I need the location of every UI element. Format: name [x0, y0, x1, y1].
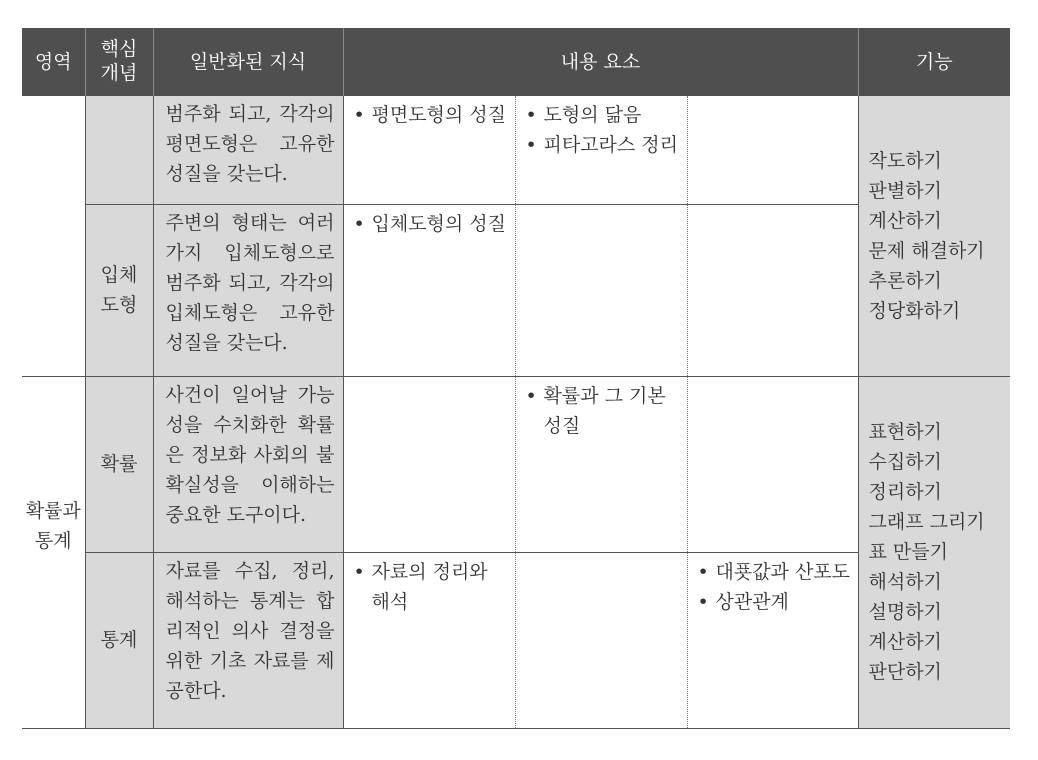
- function-cell-geometry: [858, 96, 1010, 376]
- bullet-icon: •: [525, 134, 537, 156]
- list-item: [698, 587, 852, 617]
- content-cell: [687, 376, 858, 552]
- content-element: 확률과 그 기본 성질: [543, 384, 666, 437]
- function-item: 계산하기: [868, 631, 942, 653]
- content-cell: [515, 376, 687, 552]
- function-item: 판단하기: [868, 661, 942, 683]
- knowledge-text: 주변의 형태는 여러 가지 입체도형으로 범주화 되고, 각각의 입체도형은 고유한 성질을 갖는다.: [165, 211, 335, 354]
- content-list: [526, 381, 681, 441]
- list-item: [526, 130, 681, 160]
- content-cell: [515, 96, 687, 204]
- content-cell: [343, 552, 515, 728]
- content-element: 입체도형의 성질: [371, 212, 507, 235]
- content-cell: [343, 204, 515, 376]
- content-element: 상관관계: [715, 590, 789, 613]
- bullet-icon: •: [525, 384, 537, 407]
- area-label-line: 통계: [34, 529, 72, 552]
- content-cell: [343, 376, 515, 552]
- function-item: 수집하기: [868, 451, 942, 473]
- table-row: [22, 96, 1010, 204]
- bullet-icon: •: [697, 560, 709, 583]
- area-label-line: 확률과: [25, 499, 81, 522]
- content-cell: [687, 96, 858, 204]
- knowledge-text: 범주화 되고, 각각의 평면도형은 고유한 성질을 갖는다.: [165, 103, 335, 185]
- list-item: [354, 209, 509, 239]
- function-item: 정당화하기: [868, 299, 961, 322]
- content-list: [526, 100, 681, 160]
- bullet-icon: •: [353, 212, 365, 235]
- content-list: [354, 209, 509, 239]
- header-concept-line1: 핵심: [100, 37, 138, 60]
- list-item: [354, 100, 509, 130]
- knowledge-cell: [153, 96, 343, 204]
- content-cell: [515, 204, 687, 376]
- function-item: 계산하기: [868, 209, 942, 232]
- bullet-icon: •: [697, 590, 709, 613]
- knowledge-cell: [153, 376, 343, 552]
- concept-cell-statistics: 통계: [85, 552, 153, 728]
- knowledge-text: 자료를 수집, 정리, 해석하는 통계는 합리적인 의사 결정을 위한 기초 자료를 제공한다.: [165, 559, 335, 702]
- content-cell: [687, 552, 858, 728]
- content-element: 도형의 닮음: [543, 104, 642, 126]
- concept-line: 입체: [100, 264, 138, 286]
- list-item: [354, 557, 509, 617]
- bullet-icon: •: [525, 104, 537, 126]
- knowledge-text: 사건이 일어날 가능성을 수치화한 확률은 정보화 사회의 불확실성을 이해하는 중요한 도구이다.: [165, 383, 335, 526]
- header-function: 기능: [858, 28, 1010, 96]
- function-item: 정리하기: [868, 481, 942, 503]
- list-item: [698, 557, 852, 587]
- bullet-icon: •: [353, 560, 365, 583]
- function-item: 추론하기: [868, 269, 942, 292]
- header-concept-line2: 개념: [100, 61, 138, 84]
- content-list: [698, 557, 852, 617]
- content-element: 평면도형의 성질: [371, 104, 507, 126]
- concept-cell-empty: [85, 96, 153, 204]
- header-knowledge: 일반화된 지식: [153, 28, 343, 96]
- function-cell-stats: [858, 376, 1010, 728]
- concept-cell-solid: [85, 204, 153, 376]
- function-item: 그래프 그리기: [868, 511, 985, 533]
- content-list: [354, 100, 509, 130]
- concept-line: 도형: [100, 294, 138, 316]
- function-item: 해석하기: [868, 571, 942, 593]
- function-item: 설명하기: [868, 601, 942, 623]
- curriculum-table: [22, 28, 1010, 729]
- content-element: 자료의 정리와 해석: [371, 560, 488, 613]
- content-element: 대푯값과 산포도: [715, 560, 851, 583]
- area-cell-geometry: [22, 96, 85, 376]
- bullet-icon: •: [353, 104, 365, 126]
- header-area: 영역: [22, 28, 85, 96]
- header-concept: [85, 28, 153, 96]
- function-item: 판별하기: [868, 179, 942, 202]
- knowledge-cell: [153, 204, 343, 376]
- table-row: [22, 376, 1010, 552]
- function-item: 표 만들기: [868, 541, 948, 563]
- content-cell: [515, 552, 687, 728]
- knowledge-cell: [153, 552, 343, 728]
- content-cell: [343, 96, 515, 204]
- header-content: 내용 요소: [343, 28, 858, 96]
- area-cell-stats: [22, 376, 85, 728]
- content-element: 피타고라스 정리: [543, 134, 679, 156]
- function-item: 문제 해결하기: [868, 239, 985, 262]
- concept-cell-probability: 확률: [85, 376, 153, 552]
- function-item: 표현하기: [868, 421, 942, 443]
- table-header: [22, 28, 1010, 96]
- list-item: [526, 381, 681, 441]
- content-list: [354, 557, 509, 617]
- function-item: 작도하기: [868, 149, 942, 172]
- list-item: [526, 100, 681, 130]
- content-cell: [687, 204, 858, 376]
